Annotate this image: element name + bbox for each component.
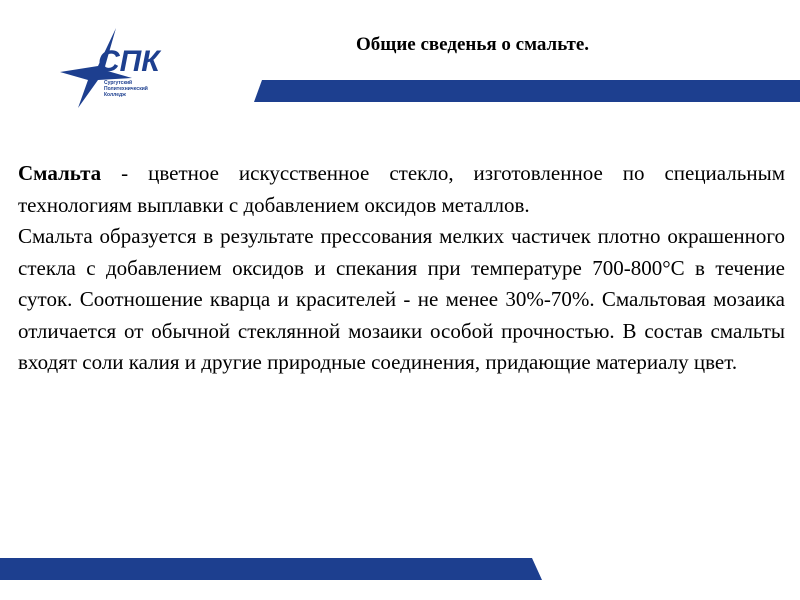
logo-line-3: Колледж bbox=[104, 92, 126, 98]
description-paragraph: Смальта образуется в результате прессования мелких частичек плотно окрашенного стекла с добавлением оксидов и спекания при температуре 700-800°С в течение суток. Соотношение кварца и красителей - не менее 30%-70%. Смальтовая мозаика отличается от обычной стеклянной мозаики особой прочностью. В состав смальты входят соли калия и другие природные соединения, придающие материалу цвет. bbox=[18, 224, 785, 374]
term-smalt: Смальта bbox=[18, 161, 102, 185]
logo-line-2: Политехнический bbox=[104, 86, 148, 92]
logo-line-1: Сургутский bbox=[104, 80, 133, 86]
definition-text: - цветное искусственное стекло, изготовленное по специальным технологиям выплавки с добавлением оксидов металлов. bbox=[18, 161, 785, 217]
definition-paragraph bbox=[18, 158, 785, 221]
logo-abbr: СПК bbox=[98, 45, 160, 78]
content-text bbox=[18, 158, 785, 379]
header-stripe bbox=[0, 0, 800, 110]
slide-title: Общие сведенья о смальте. bbox=[356, 34, 590, 55]
